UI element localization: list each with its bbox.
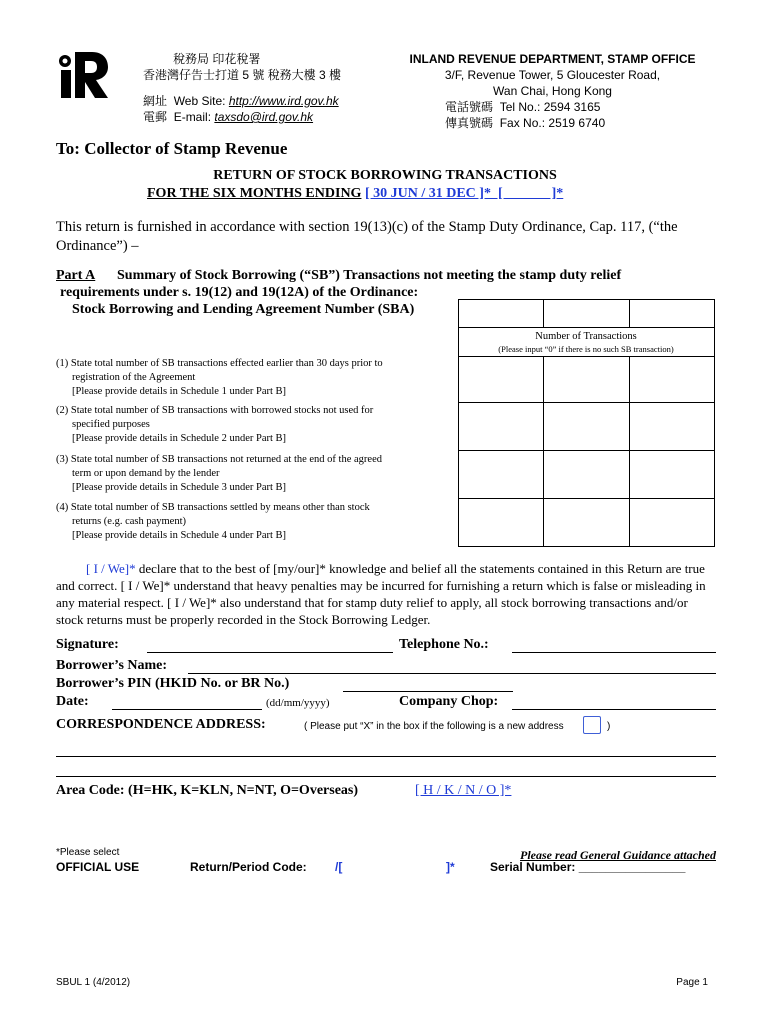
tel-value: 2594 3165 bbox=[543, 100, 601, 114]
transaction-cell[interactable] bbox=[459, 451, 544, 499]
part-a-title-2: requirements under s. 19(12) and 19(12A) of the Ordinance: bbox=[60, 285, 419, 300]
sba-cell[interactable] bbox=[629, 300, 714, 328]
transactions-header bbox=[458, 331, 714, 355]
return-code-close: ]* bbox=[446, 860, 455, 874]
page-number: Page 1 bbox=[676, 977, 708, 988]
date-field[interactable] bbox=[112, 709, 262, 710]
correspondence-close: ) bbox=[607, 721, 611, 732]
telephone-label: Telephone No.: bbox=[399, 637, 489, 652]
date-format-hint: (dd/mm/yyyy) bbox=[266, 697, 330, 709]
borrower-name-field[interactable] bbox=[188, 673, 716, 674]
website-link[interactable]: http://www.ird.gov.hk bbox=[228, 94, 339, 108]
fax-cn-label: 傳真號碼 bbox=[445, 116, 494, 130]
company-chop-field[interactable] bbox=[512, 709, 716, 710]
email-link[interactable]: taxsdo@ird.gov.hk bbox=[214, 110, 314, 124]
borrower-pin-label: Borrower’s PIN (HKID No. or BR No.) bbox=[56, 676, 290, 691]
period-select[interactable]: [ 30 JUN / 31 DEC ]* [ ]* bbox=[364, 186, 564, 201]
address-en-1: 3/F, Revenue Tower, 5 Gloucester Road, bbox=[444, 68, 661, 82]
ird-logo bbox=[58, 48, 110, 100]
company-chop-label: Company Chop: bbox=[399, 694, 499, 709]
row-1-text: (1) State total number of SB transactions effected earlier than 30 days prior to registration of the Agreement [Please provide details in Schedule 1 under Part B] bbox=[56, 358, 383, 397]
fax-label: Fax No.: bbox=[499, 116, 546, 130]
declaration-select[interactable]: [ I / We]* bbox=[86, 561, 136, 576]
form-title: RETURN OF STOCK BORROWING TRANSACTIONS bbox=[213, 168, 557, 183]
period-prefix: FOR THE SIX MONTHS ENDING bbox=[147, 186, 362, 201]
website-label: Web Site: bbox=[173, 94, 226, 108]
tel-label: Tel No.: bbox=[499, 100, 541, 114]
transaction-cell[interactable] bbox=[544, 499, 629, 547]
transaction-cell[interactable] bbox=[629, 357, 714, 403]
sba-label: Stock Borrowing and Lending Agreement Number (SBA) bbox=[72, 302, 415, 317]
borrower-name-label: Borrower’s Name: bbox=[56, 658, 168, 673]
transaction-cell[interactable] bbox=[459, 357, 544, 403]
address-en-2: Wan Chai, Hong Kong bbox=[493, 84, 612, 98]
row-3-text: (3) State total number of SB transactions not returned at the end of the agreed term or upon demand by the lender [Please provide details in Schedule 3 under Part B] bbox=[56, 454, 382, 493]
header-left bbox=[143, 51, 341, 125]
transaction-cell[interactable] bbox=[544, 403, 629, 451]
transaction-cell[interactable] bbox=[459, 403, 544, 451]
return-code-open[interactable]: /[ bbox=[335, 860, 343, 874]
please-select-note: *Please select bbox=[56, 847, 120, 858]
date-label: Date: bbox=[56, 694, 89, 709]
borrower-pin-field[interactable] bbox=[343, 691, 513, 692]
signature-field[interactable] bbox=[147, 652, 393, 653]
email-cn-label: 電郵 bbox=[143, 110, 168, 124]
area-code-select[interactable]: [ H / K / N / O ]* bbox=[415, 783, 512, 798]
transaction-cell[interactable] bbox=[459, 499, 544, 547]
signature-label: Signature: bbox=[56, 637, 119, 652]
form-subtitle bbox=[147, 186, 563, 202]
official-use-label: OFFICIAL USE bbox=[56, 860, 140, 874]
telephone-field[interactable] bbox=[512, 652, 716, 653]
sba-cell[interactable] bbox=[459, 300, 544, 328]
part-a-title: Summary of Stock Borrowing (“SB”) Transactions not meeting the stamp duty relief bbox=[117, 268, 622, 283]
address-cn: 香港灣仔告士打道 5 號 稅務大樓 3 樓 bbox=[143, 68, 342, 82]
transaction-cell[interactable] bbox=[544, 357, 629, 403]
transactions-header-title: Number of Transactions bbox=[535, 331, 637, 342]
address-line-2[interactable] bbox=[56, 776, 716, 777]
area-code-label: Area Code: (H=HK, K=KLN, N=NT, O=Overseas) bbox=[56, 783, 359, 798]
transactions-table bbox=[458, 327, 715, 547]
address-line-1[interactable] bbox=[56, 756, 716, 757]
to-line: To: Collector of Stamp Revenue bbox=[56, 139, 288, 158]
dept-name-en: INLAND REVENUE DEPARTMENT, STAMP OFFICE bbox=[409, 52, 696, 66]
header-right bbox=[390, 51, 715, 131]
serial-number-label: Serial Number: ________________ bbox=[490, 860, 686, 874]
website-cn-label: 網址 bbox=[143, 94, 168, 108]
transaction-cell[interactable] bbox=[629, 499, 714, 547]
tel-cn-label: 電話號碼 bbox=[445, 100, 494, 114]
row-4-text: (4) State total number of SB transactions settled by means other than stock returns (e.g. cash payment) [Please provide details in Schedule 4 under Part B] bbox=[56, 502, 370, 541]
part-a-label: Part A bbox=[56, 268, 96, 283]
dept-name-cn: 稅務局 印花稅署 bbox=[173, 52, 261, 66]
email-label: E-mail: bbox=[173, 110, 212, 124]
guidance-note: Please read General Guidance attached bbox=[520, 848, 716, 862]
correspondence-label: CORRESPONDENCE ADDRESS: bbox=[56, 717, 266, 732]
transaction-cell[interactable] bbox=[544, 451, 629, 499]
transaction-cell[interactable] bbox=[629, 451, 714, 499]
fax-value: 2519 6740 bbox=[548, 116, 606, 130]
declaration-text: [ I / We]* declare that to the best of [my/our]* knowledge and belief all the statements contained in this Return are true and correct. [ I / We]* understand that heavy penalties may be incurred for furnishing a return which is false or misleading in any material respect. [ I / We]* also understand that for stamp duty relief to apply, all stock borrowing transactions and/or stock returns must be properly recorded in the Stock Borrowing Ledger. bbox=[56, 561, 706, 627]
new-address-checkbox[interactable] bbox=[583, 716, 601, 734]
form-code: SBUL 1 (4/2012) bbox=[56, 977, 131, 988]
sba-cell[interactable] bbox=[544, 300, 629, 328]
transactions-header-note: (Please input “0” if there is no such SB transaction) bbox=[498, 344, 674, 354]
transaction-cell[interactable] bbox=[629, 403, 714, 451]
row-2-text: (2) State total number of SB transactions with borrowed stocks not used for specified purposes [Please provide details in Schedule 2 under Part B] bbox=[56, 405, 374, 444]
correspondence-note: ( Please put “X” in the box if the following is a new address bbox=[304, 721, 564, 732]
sba-table bbox=[458, 299, 715, 328]
intro-text: This return is furnished in accordance with section 19(13)(c) of the Stamp Duty Ordinance, Cap. 117, (“the Ordinance”) – bbox=[56, 219, 678, 254]
return-code-label: Return/Period Code: bbox=[190, 860, 307, 874]
